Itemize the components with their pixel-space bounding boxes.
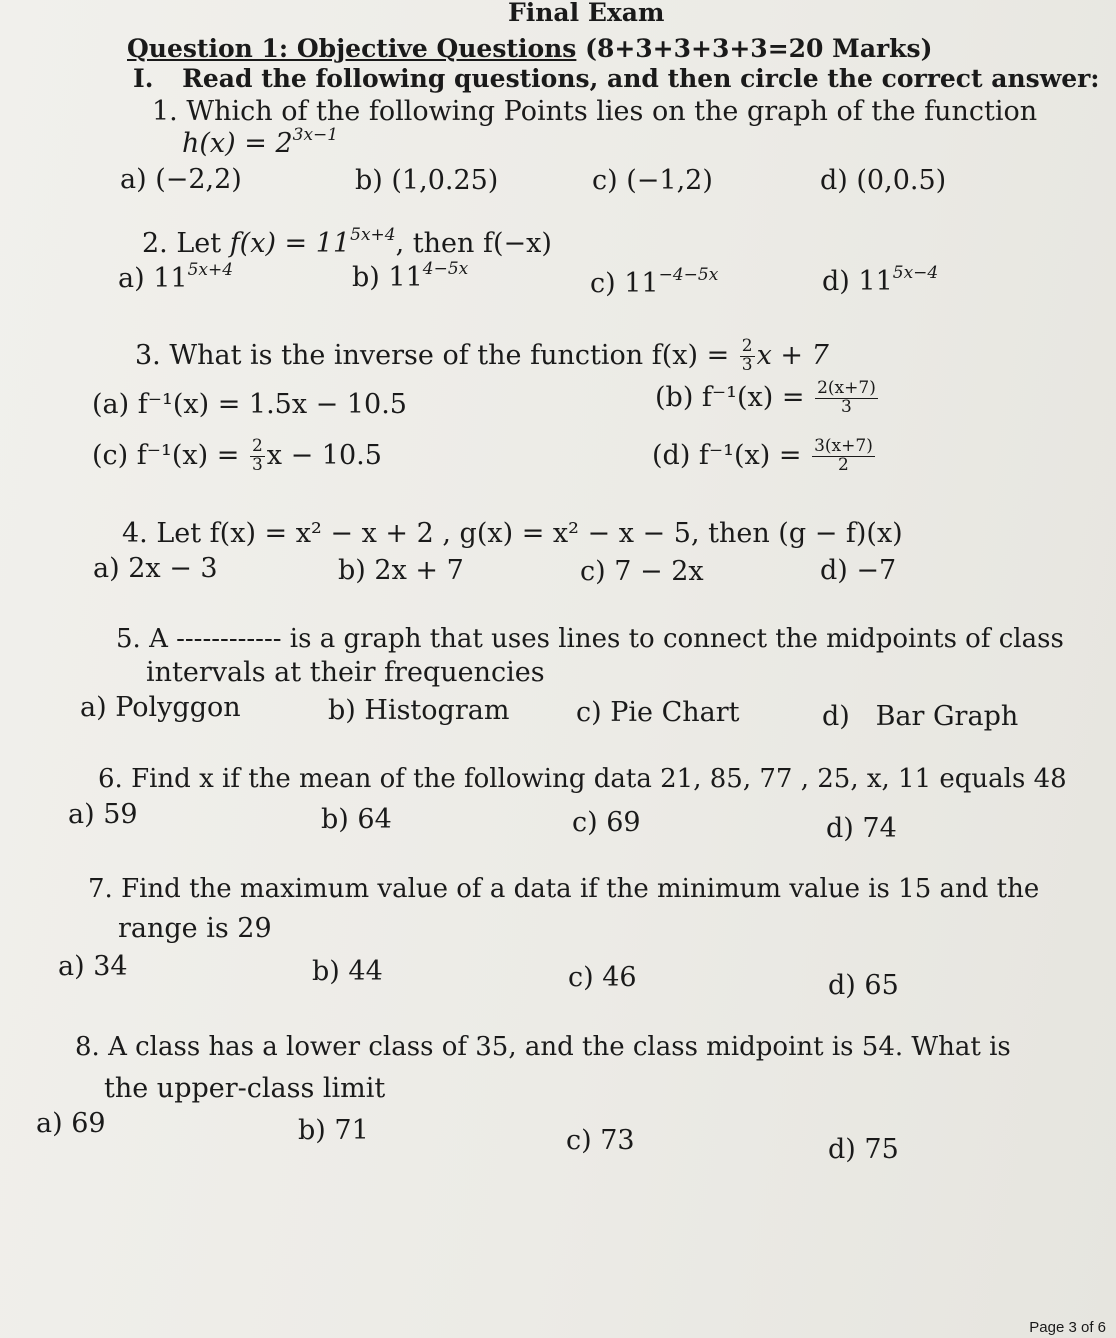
q2-a-exp: 5x+4 [187, 260, 234, 280]
page-number: Page 3 of 6 [1029, 1319, 1106, 1336]
q3-c-num: 2 [251, 436, 263, 456]
q3-stem-text: 3. What is the inverse of the function f(x) = [135, 339, 738, 371]
q2-option-b[interactable] [352, 259, 469, 293]
q3-fraction [740, 338, 755, 375]
q8-option-d[interactable]: d) 75 [828, 1134, 899, 1165]
q4-option-b[interactable]: b) 2x + 7 [338, 555, 464, 586]
q1-stem: 1. Which of the following Points lies on the graph of the function [152, 96, 1038, 127]
q3-frac-num: 2 [741, 336, 753, 356]
q3-c-den: 3 [251, 454, 263, 475]
q4-option-d[interactable]: d) −7 [820, 555, 897, 586]
q5-stem-line2: intervals at their frequencies [146, 657, 545, 688]
q7-option-b[interactable]: b) 44 [312, 956, 383, 987]
q7-option-d[interactable]: d) 65 [828, 970, 899, 1001]
q1-option-d[interactable]: d) (0,0.5) [820, 165, 947, 196]
q6-option-a[interactable]: a) 59 [68, 799, 138, 830]
q3-option-a[interactable]: (a) f⁻¹(x) = 1.5x − 10.5 [92, 389, 407, 420]
q5-stem-line1: 5. A ------------ is a graph that uses lines to connect the midpoints of class [116, 624, 1064, 654]
q2-a-base: a) 11 [118, 263, 188, 294]
q2-option-a[interactable] [118, 260, 234, 294]
q3-option-c[interactable] [92, 438, 382, 475]
q3-d-den: 2 [838, 454, 849, 475]
q2-c-base: c) 11 [590, 268, 659, 299]
q3-c-post: x − 10.5 [266, 439, 382, 471]
q3-b-num: 2(x+7) [817, 378, 876, 398]
q8-stem-line2: the upper-class limit [104, 1073, 386, 1104]
q1-option-c[interactable]: c) (−1,2) [592, 165, 713, 196]
instruction-text: Read the following questions, and then circle the correct answer: [182, 64, 1100, 93]
q6-option-d[interactable]: d) 74 [826, 813, 897, 844]
q3-d-fraction [812, 438, 875, 475]
q8-option-c[interactable]: c) 73 [566, 1125, 635, 1156]
exam-title: Final Exam [508, 0, 665, 27]
q3-b-den: 3 [841, 396, 852, 417]
q1-func-base: h(x) = 2 [182, 128, 293, 159]
q8-option-b[interactable]: b) 71 [298, 1115, 369, 1146]
q1-option-b[interactable]: b) (1,0.25) [355, 165, 499, 196]
q1-option-a[interactable]: a) (−2,2) [120, 164, 242, 195]
q7-stem-line1: 7. Find the maximum value of a data if the minimum value is 15 and the [88, 874, 1040, 904]
q4-stem: 4. Let f(x) = x² − x + 2 , g(x) = x² − x − 5, then (g − f)(x) [122, 518, 903, 549]
q3-option-d[interactable] [652, 438, 877, 475]
q7-option-a[interactable]: a) 34 [58, 951, 128, 982]
q1-func-exp: 3x−1 [292, 125, 339, 145]
q4-option-c[interactable]: c) 7 − 2x [580, 556, 704, 587]
question-heading [127, 36, 932, 61]
section-instruction [133, 66, 1100, 91]
q5-option-d[interactable]: d) Bar Graph [822, 701, 1019, 732]
q2-stem [142, 225, 552, 259]
q6-stem: 6. Find x if the mean of the following data 21, 85, 77 , 25, x, 11 equals 48 [98, 764, 1067, 794]
q3-stem [135, 338, 829, 375]
q1-function [182, 125, 339, 159]
q2-b-base: b) 11 [352, 262, 423, 293]
q3-b-fraction [815, 380, 878, 417]
q5-option-b[interactable]: b) Histogram [328, 695, 510, 726]
q2-stem-post: , then f(−x) [395, 228, 552, 259]
q6-option-b[interactable]: b) 64 [321, 804, 392, 835]
q3-option-b[interactable] [655, 380, 880, 417]
q2-c-exp: −4−5x [658, 265, 719, 285]
q3-c-fraction [250, 438, 265, 475]
q2-d-exp: 5x−4 [892, 263, 939, 283]
q3-c-text: (c) f⁻¹(x) = [92, 439, 248, 471]
q2-d-base: d) 11 [822, 266, 893, 297]
q2-stem-pre: 2. Let [142, 228, 230, 259]
q8-option-a[interactable]: a) 69 [36, 1108, 106, 1139]
question-marks: (8+3+3+3+3=20 Marks) [585, 34, 933, 63]
q3-stem-post: x + 7 [756, 339, 829, 371]
question-heading-label: Question 1: Objective Questions [127, 34, 577, 63]
q2-func-base: f(x) = 11 [229, 228, 351, 259]
q3-d-num: 3(x+7) [814, 436, 873, 456]
q7-stem-line2: range is 29 [118, 913, 272, 944]
q3-d-text: (d) f⁻¹(x) = [652, 439, 811, 471]
q2-func-exp: 5x+4 [350, 225, 396, 245]
section-roman: I. [133, 64, 154, 93]
q3-b-text: (b) f⁻¹(x) = [655, 381, 814, 413]
q7-option-c[interactable]: c) 46 [568, 962, 637, 993]
q8-stem-line1: 8. A class has a lower class of 35, and the class midpoint is 54. What is [75, 1032, 1011, 1062]
q5-option-c[interactable]: c) Pie Chart [576, 697, 740, 728]
q3-frac-den: 3 [741, 354, 753, 375]
q4-option-a[interactable]: a) 2x − 3 [93, 553, 218, 584]
q2-option-c[interactable] [590, 265, 719, 299]
q2-option-d[interactable] [822, 263, 939, 297]
q6-option-c[interactable]: c) 69 [572, 807, 641, 838]
q2-b-exp: 4−5x [422, 259, 469, 279]
q5-option-a[interactable]: a) Polyggon [80, 692, 241, 723]
